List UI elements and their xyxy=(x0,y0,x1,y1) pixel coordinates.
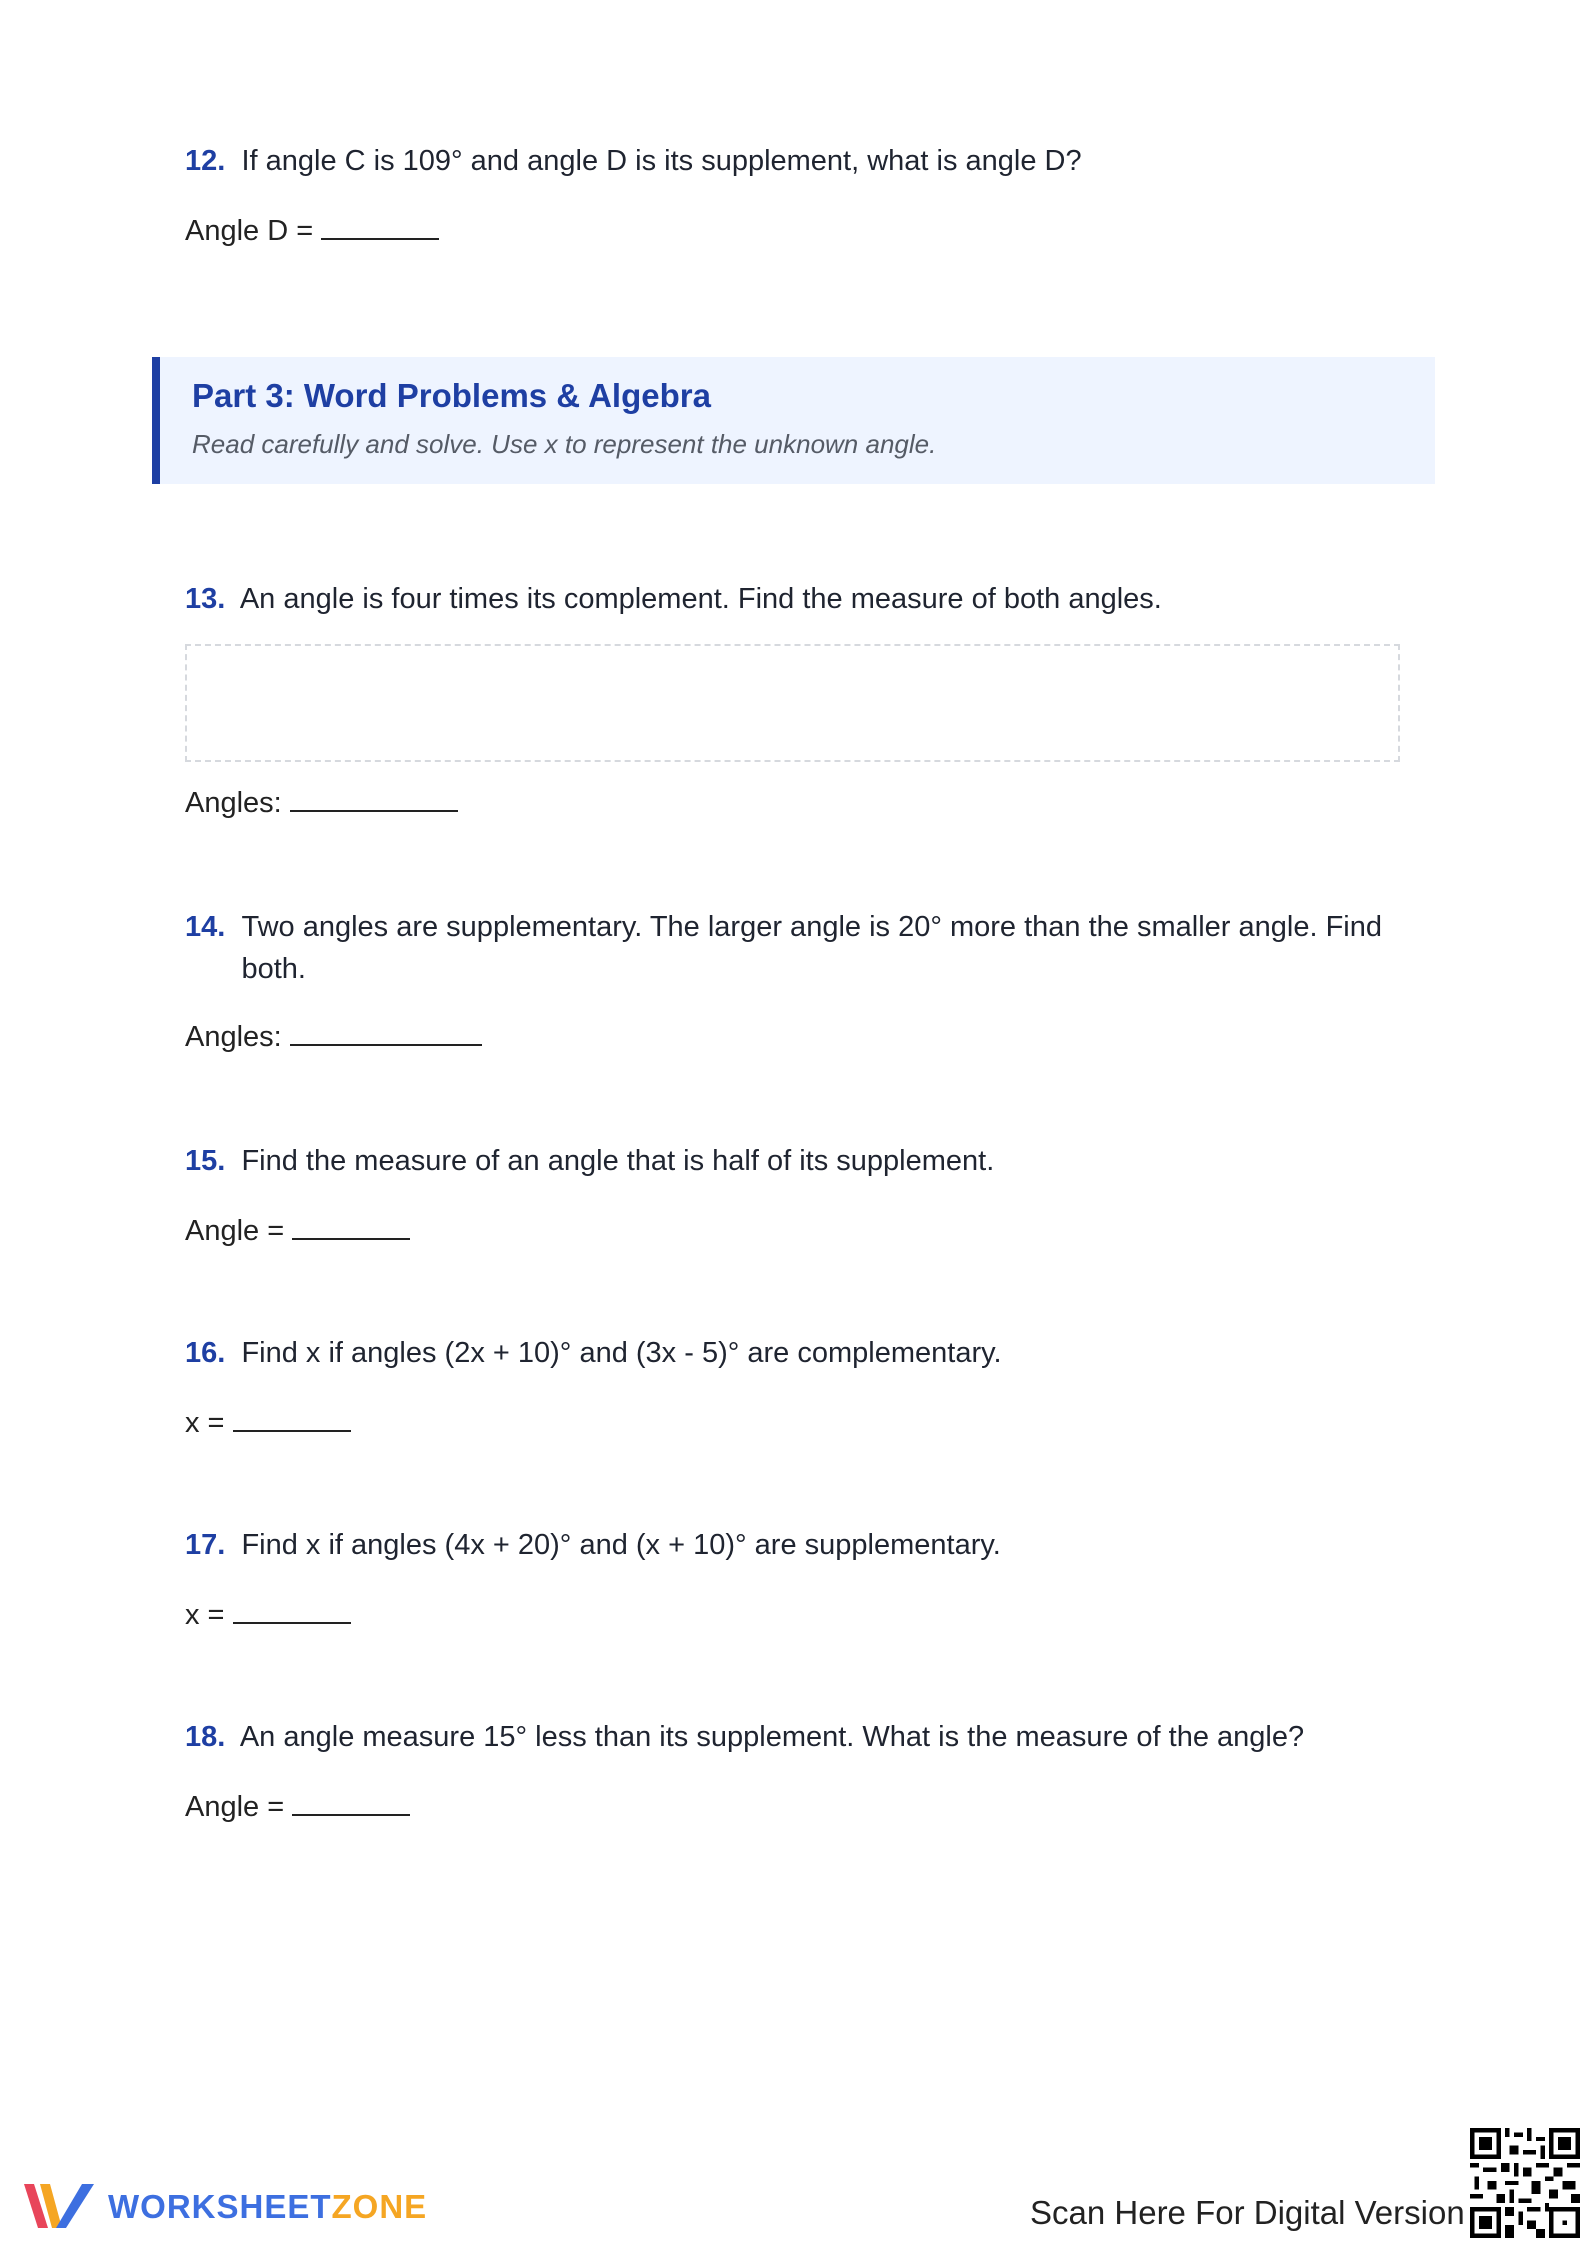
answer-blank[interactable] xyxy=(292,1784,410,1816)
question-text: Find the measure of an angle that is half of its supplement. xyxy=(241,1145,995,1177)
answer-blank[interactable] xyxy=(292,1208,410,1240)
question-text: Find x if angles (4x + 20)° and (x + 10)° are supplementary. xyxy=(241,1529,1001,1561)
answer-label: x = xyxy=(185,1407,225,1439)
question-18 xyxy=(185,1716,1304,1758)
question-16 xyxy=(185,1332,1002,1374)
brand-part-2: ZONE xyxy=(331,2188,428,2225)
answer-label: Angle = xyxy=(185,1215,285,1247)
question-number: 14. xyxy=(185,911,226,943)
question-17 xyxy=(185,1524,1001,1566)
answer-blank[interactable] xyxy=(233,1592,351,1624)
question-text: An angle measure 15° less than its supplement. What is the measure of the angle? xyxy=(239,1721,1305,1753)
answer-row-12 xyxy=(185,208,439,251)
question-text: An angle is four times its complement. Find the measure of both angles. xyxy=(239,583,1162,615)
question-number: 17. xyxy=(185,1529,226,1561)
scan-text: Scan Here For Digital Version xyxy=(1030,2194,1465,2231)
answer-row-15 xyxy=(185,1208,410,1251)
answer-blank[interactable] xyxy=(290,1014,482,1046)
answer-row-14 xyxy=(185,1014,482,1057)
answer-label: x = xyxy=(185,1599,225,1631)
question-13 xyxy=(185,578,1162,620)
answer-label: Angle = xyxy=(185,1791,285,1823)
section-title: Part 3: Word Problems & Algebra xyxy=(192,377,711,414)
brand-part-1: WORKSHEET xyxy=(108,2188,332,2225)
section-header xyxy=(152,357,1435,484)
answer-row-13 xyxy=(185,780,458,823)
question-number: 16. xyxy=(185,1337,226,1369)
question-number: 18. xyxy=(185,1721,226,1753)
qr-code-icon[interactable] xyxy=(1470,2128,1580,2238)
brand-name xyxy=(108,2188,427,2226)
question-number: 13. xyxy=(185,583,226,615)
question-12 xyxy=(185,140,1082,182)
question-text: If angle C is 109° and angle D is its supplement, what is angle D? xyxy=(241,145,1082,177)
answer-blank[interactable] xyxy=(233,1400,351,1432)
answer-label: Angles: xyxy=(185,787,282,819)
work-area[interactable] xyxy=(185,644,1400,762)
section-subtitle: Read carefully and solve. Use x to represent the unknown angle. xyxy=(192,429,937,459)
question-text: Two angles are supplementary. The larger angle is 20° more than the smaller angle. Find both. xyxy=(241,911,1382,985)
answer-row-18 xyxy=(185,1784,410,1827)
answer-row-17 xyxy=(185,1592,351,1635)
question-15 xyxy=(185,1140,994,1182)
question-14 xyxy=(185,906,1421,990)
worksheetzone-logo-icon xyxy=(20,2178,98,2234)
question-text: Find x if angles (2x + 10)° and (3x - 5)° are complementary. xyxy=(241,1337,1002,1369)
question-number: 12. xyxy=(185,145,226,177)
question-number: 15. xyxy=(185,1145,226,1177)
answer-row-16 xyxy=(185,1400,351,1443)
answer-blank[interactable] xyxy=(321,208,439,240)
answer-blank[interactable] xyxy=(290,780,458,812)
answer-label: Angles: xyxy=(185,1021,282,1053)
answer-label: Angle D = xyxy=(185,215,314,247)
